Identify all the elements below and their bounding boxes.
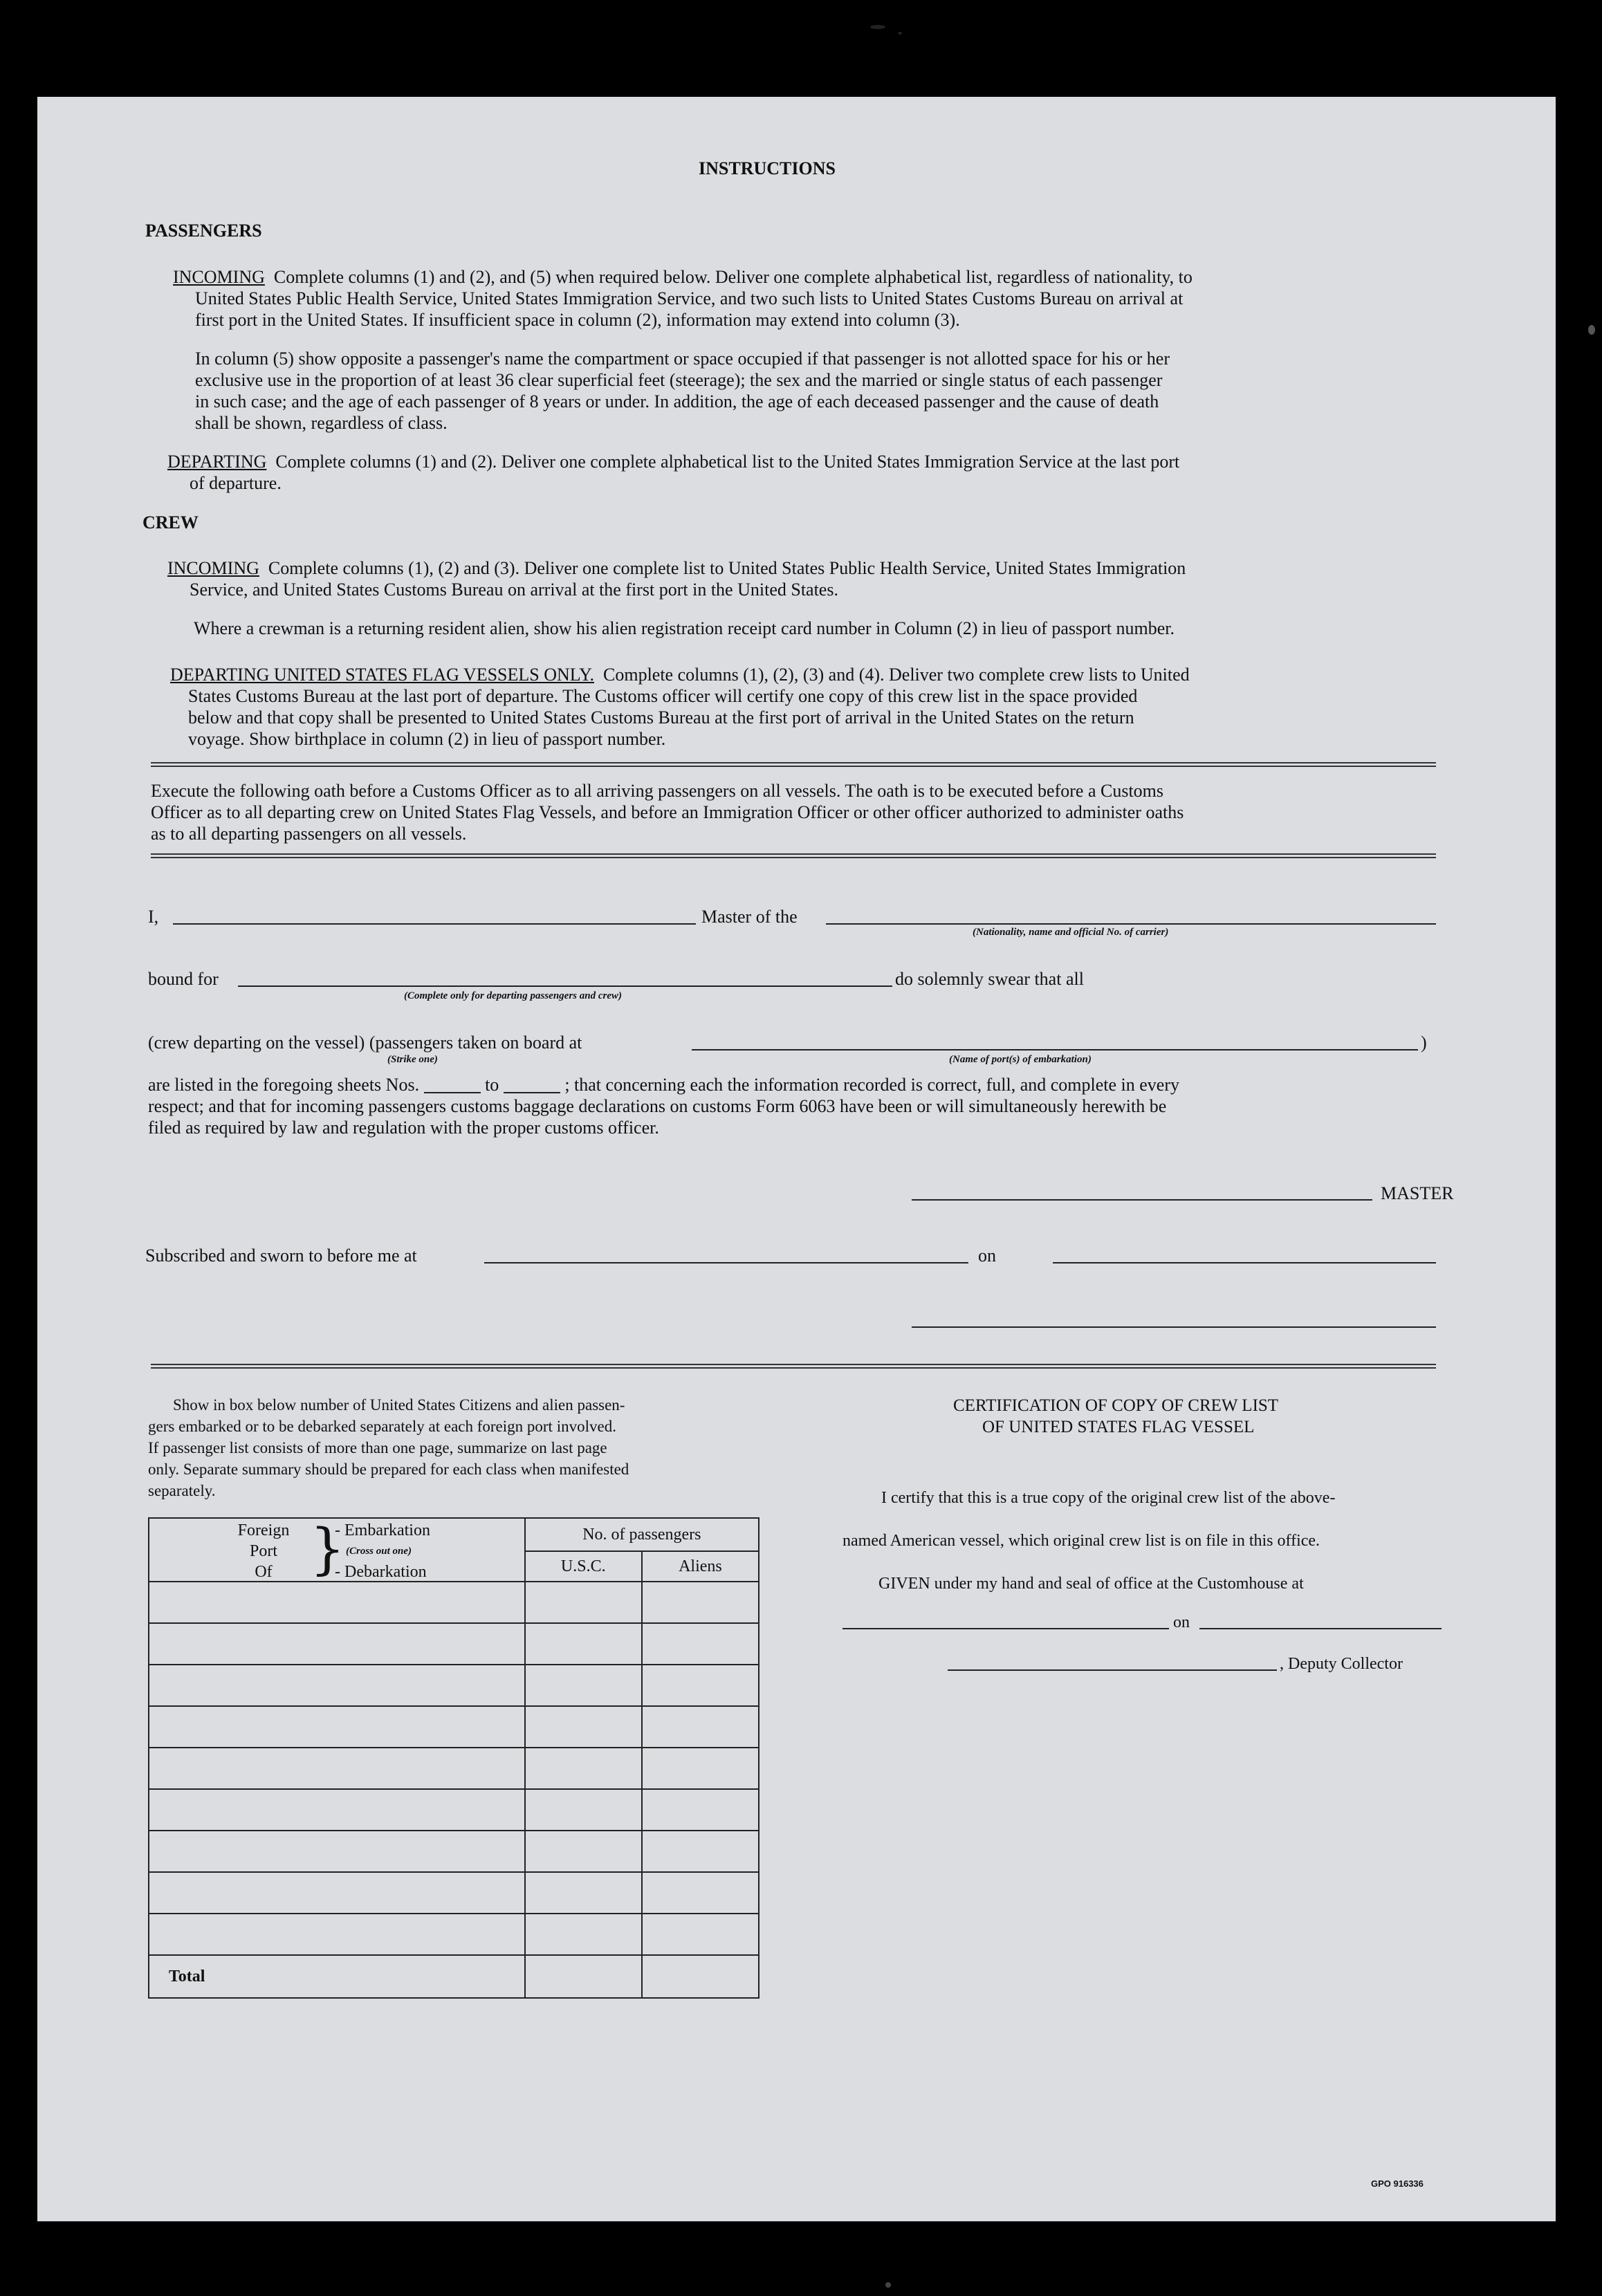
complete-only-caption: (Complete only for departing passengers and crew) [404, 990, 622, 1001]
usc-cell[interactable] [525, 1872, 642, 1914]
strike-one-caption: (Strike one) [387, 1054, 438, 1065]
port-cell[interactable] [149, 1748, 525, 1789]
port-label: Port [249, 1542, 277, 1560]
aliens-cell[interactable] [642, 1872, 759, 1914]
passengers-incoming-block [173, 266, 1193, 288]
usc-cell[interactable] [525, 1789, 642, 1831]
of-label: Of [255, 1563, 273, 1581]
sworn-place-field[interactable] [484, 1262, 968, 1263]
form-sheet [37, 97, 1556, 2221]
oath-intro-line2: Officer as to all departing crew on United States Flag Vessels, and before an Immigration Officer or other officer authorized to administer oaths [151, 802, 1184, 822]
passengers-col5-line3: in such case; and the age of each passenger of 8 years or under. In addition, the age of each deceased passenger and the cause of death [195, 391, 1159, 411]
port-cell[interactable] [149, 1706, 525, 1748]
usc-cell[interactable] [525, 1831, 642, 1872]
crew-departing-label: DEPARTING UNITED STATES FLAG VESSELS ONLY. [170, 665, 594, 685]
summary-instr-line3: If passenger list consists of more than one page, summarize on last page [148, 1439, 607, 1456]
foreign-label: Foreign [237, 1521, 290, 1539]
section-divider [151, 1364, 1436, 1369]
foreign-port-header [149, 1518, 525, 1582]
sheet-to-field[interactable] [504, 1092, 560, 1093]
usc-cell[interactable] [525, 1914, 642, 1955]
scan-speck [885, 2282, 891, 2288]
cert-line3: GIVEN under my hand and seal of office at the Customhouse at [878, 1575, 1304, 1593]
subscribed-label: Subscribed and sworn to before me at [145, 1246, 417, 1266]
crew-departing-line2: States Customs Bureau at the last port of departure. The Customs officer will certify one copy of this crew list in the space provided [188, 686, 1138, 706]
passengers-incoming-line3: first port in the United States. If insufficient space in column (2), information may extend into column (3). [195, 310, 960, 330]
listed-suffix: ; that concerning each the information recorded is correct, full, and complete in every [564, 1075, 1179, 1095]
aliens-cell[interactable] [642, 1748, 759, 1789]
listed-prefix: are listed in the foregoing sheets Nos. [148, 1075, 420, 1095]
aliens-cell[interactable] [642, 1789, 759, 1831]
usc-cell[interactable] [525, 1582, 642, 1623]
port-cell[interactable] [149, 1872, 525, 1914]
crew-departing-block [170, 664, 1190, 685]
nationality-caption: (Nationality, name and official No. of carrier) [973, 927, 1169, 938]
port-cell[interactable] [149, 1831, 525, 1872]
crew-departing-label: (crew departing on the vessel) (passengers taken on board at [148, 1033, 582, 1053]
crew-resident-line: Where a crewman is a returning resident alien, show his alien registration receipt card number in Column (2) in lieu of passport number. [194, 618, 1175, 638]
aliens-cell[interactable] [642, 1914, 759, 1955]
oath-i-label: I, [148, 907, 159, 927]
sheet-from-field[interactable] [424, 1092, 481, 1093]
no-passengers-header: No. of passengers [525, 1518, 759, 1551]
master-signature-field[interactable] [912, 1199, 1372, 1201]
master-name-field[interactable] [173, 923, 696, 925]
passengers-departing-line2: of departure. [190, 473, 282, 493]
usc-header: U.S.C. [525, 1551, 642, 1582]
scan-speck [898, 32, 902, 35]
port-cell[interactable] [149, 1623, 525, 1665]
usc-cell[interactable] [525, 1665, 642, 1706]
section-divider [151, 853, 1436, 858]
scan-speck [870, 25, 885, 29]
brace-icon: } [310, 1517, 345, 1581]
embarkation-port-field[interactable] [692, 1049, 1418, 1050]
gpo-code: GPO 916336 [1371, 2178, 1424, 2189]
master-label: MASTER [1381, 1183, 1454, 1203]
cert-on-label: on [1173, 1613, 1190, 1631]
passengers-incoming-label: INCOMING [173, 267, 265, 287]
port-cell[interactable] [149, 1665, 525, 1706]
passengers-col5-line4: shall be shown, regardless of class. [195, 413, 448, 433]
master-of-the-label: Master of the [701, 907, 798, 927]
cross-out-caption: (Cross out one) [346, 1546, 412, 1557]
respect-line: respect; and that for incoming passengers customs baggage declarations on customs Form 6063 have been or will simultaneously herewith be [148, 1096, 1167, 1116]
usc-total-cell[interactable] [525, 1955, 642, 1998]
section-divider [151, 762, 1436, 767]
customhouse-field[interactable] [843, 1628, 1169, 1629]
officer-signature-field[interactable] [912, 1326, 1436, 1328]
passengers-col5-line1: In column (5) show opposite a passenger's name the compartment or space occupied if that passenger is not allotted space for his or her [195, 349, 1170, 369]
aliens-cell[interactable] [642, 1623, 759, 1665]
summary-instr-line5: separately. [148, 1482, 216, 1499]
deputy-collector-label: , Deputy Collector [1280, 1655, 1403, 1673]
cert-line2: named American vessel, which original crew list is on file in this office. [843, 1532, 1320, 1550]
aliens-header: Aliens [642, 1551, 759, 1582]
sheets-line [148, 1074, 1179, 1096]
debarkation-label: - Debarkation [335, 1563, 427, 1581]
port-cell[interactable] [149, 1789, 525, 1831]
bound-for-label: bound for [148, 969, 219, 989]
passengers-departing-line1: Complete columns (1) and (2). Deliver one complete alphabetical list to the United States Immigration Service at the last port [275, 452, 1180, 472]
port-caption: (Name of port(s) of embarkation) [949, 1054, 1092, 1065]
crew-heading: CREW [142, 512, 199, 533]
passengers-departing-block [167, 451, 1179, 472]
swear-label: do solemnly swear that all [895, 969, 1084, 989]
cert-title-1: CERTIFICATION OF COPY OF CREW LIST [953, 1396, 1279, 1415]
aliens-cell[interactable] [642, 1665, 759, 1706]
cert-line1: I certify that this is a true copy of the original crew list of the above- [881, 1489, 1336, 1507]
cert-title-2: OF UNITED STATES FLAG VESSEL [982, 1418, 1255, 1436]
cert-date-field[interactable] [1199, 1628, 1442, 1629]
scan-speck [1588, 325, 1595, 335]
usc-cell[interactable] [525, 1623, 642, 1665]
total-label: Total [149, 1955, 525, 1998]
summary-instructions [148, 1394, 629, 1501]
usc-cell[interactable] [525, 1706, 642, 1748]
crew-departing-line3: below and that copy shall be presented to United States Customs Bureau at the first port of arrival in the United States on the return [188, 707, 1134, 728]
aliens-cell[interactable] [642, 1706, 759, 1748]
passengers-incoming-line1: Complete columns (1) and (2), and (5) when required below. Deliver one complete alphabetical list, regardless of nationality, to [273, 267, 1193, 287]
summary-instr-line2: gers embarked or to be debarked separately at each foreign port involved. [148, 1418, 616, 1435]
carrier-field[interactable] [826, 923, 1436, 925]
passenger-summary-table [148, 1517, 759, 1999]
passengers-departing-label: DEPARTING [167, 452, 267, 472]
sworn-date-field[interactable] [1053, 1262, 1436, 1263]
port-cell[interactable] [149, 1582, 525, 1623]
port-cell[interactable] [149, 1914, 525, 1955]
bound-for-field[interactable] [238, 985, 892, 987]
crew-departing-line4: voyage. Show birthplace in column (2) in lieu of passport number. [188, 729, 666, 749]
crew-incoming-line2: Service, and United States Customs Bureau on arrival at the first port in the United States. [190, 580, 838, 600]
crew-incoming-block [167, 557, 1186, 579]
aliens-cell[interactable] [642, 1831, 759, 1872]
crew-incoming-line1: Complete columns (1), (2) and (3). Deliver one complete list to United States Public Health Service, United States Immigration [268, 558, 1186, 578]
page-title: INSTRUCTIONS [699, 158, 836, 178]
passengers-incoming-line2: United States Public Health Service, United States Immigration Service, and two such lists to United States Customs Bureau on arrival at [195, 288, 1184, 308]
usc-cell[interactable] [525, 1748, 642, 1789]
passengers-col5-line2: exclusive use in the proportion of at least 36 clear superficial feet (steerage); the sex and the married or single status of each passenger [195, 370, 1163, 390]
aliens-cell[interactable] [642, 1582, 759, 1623]
aliens-total-cell[interactable] [642, 1955, 759, 1998]
deputy-signature-field[interactable] [948, 1669, 1277, 1671]
to-label: to [485, 1075, 499, 1095]
oath-intro-line3: as to all departing passengers on all vessels. [151, 824, 467, 844]
embarkation-label: - Embarkation [335, 1521, 430, 1539]
filed-line: filed as required by law and regulation with the proper customs officer. [148, 1118, 659, 1138]
crew-departing-line1: Complete columns (1), (2), (3) and (4). Deliver two complete crew lists to United [603, 665, 1190, 685]
crew-incoming-label: INCOMING [167, 558, 259, 578]
on-label: on [978, 1246, 996, 1266]
summary-instr-line4: only. Separate summary should be prepared for each class when manifested [148, 1461, 629, 1478]
passengers-heading: PASSENGERS [145, 221, 262, 241]
close-paren: ) [1421, 1033, 1427, 1053]
summary-instr-line1: Show in box below number of United States Citizens and alien passen- [173, 1396, 625, 1414]
oath-intro-line1: Execute the following oath before a Customs Officer as to all arriving passengers on all vessels. The oath is to be executed before a Customs [151, 781, 1164, 801]
